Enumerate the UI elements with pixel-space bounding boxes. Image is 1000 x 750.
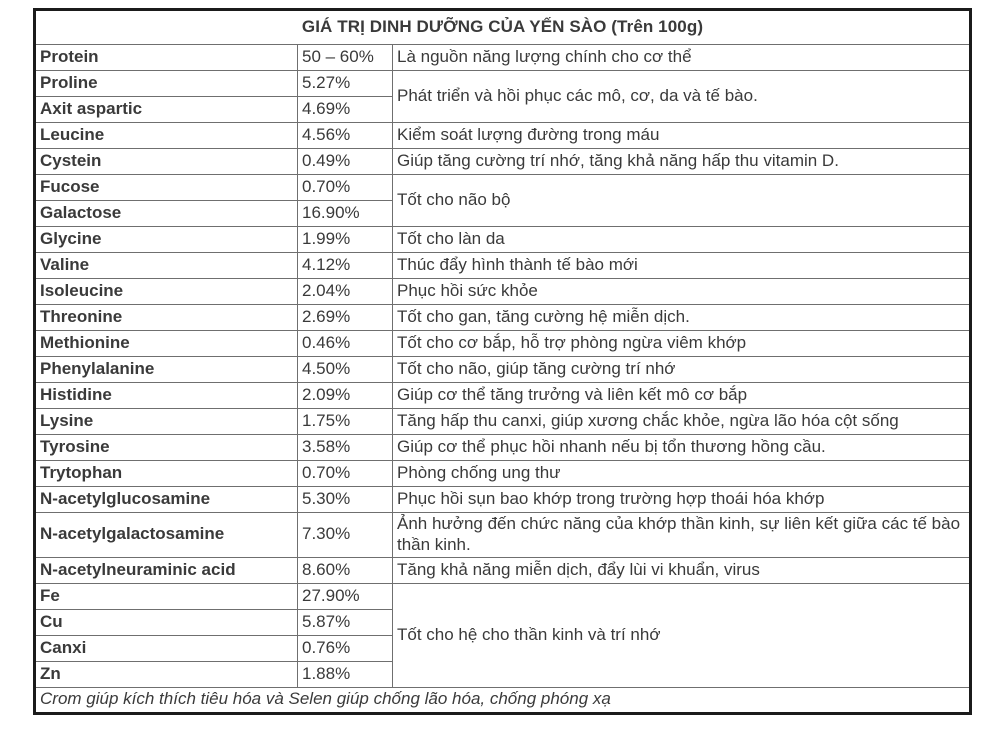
nutrient-desc: Tăng hấp thu canxi, giúp xương chắc khỏe, ngừa lão hóa cột sống [393, 409, 971, 435]
table-row [35, 123, 971, 149]
table-row [35, 305, 971, 331]
nutrient-name: N-acetylneuraminic acid [35, 558, 298, 584]
nutrient-name: Zn [35, 662, 298, 688]
table-row [35, 227, 971, 253]
nutrient-name: Cystein [35, 149, 298, 175]
nutrient-name: Threonine [35, 305, 298, 331]
table-row [35, 175, 971, 201]
nutrient-name: Fe [35, 584, 298, 610]
nutrient-name: Canxi [35, 636, 298, 662]
nutrient-name: Glycine [35, 227, 298, 253]
nutrient-name: Valine [35, 253, 298, 279]
nutrient-value: 0.76% [298, 636, 393, 662]
nutrient-value: 0.49% [298, 149, 393, 175]
nutrient-desc: Giúp tăng cường trí nhớ, tăng khả năng hấp thu vitamin D. [393, 149, 971, 175]
nutrient-desc: Phát triển và hồi phục các mô, cơ, da và tế bào. [393, 71, 971, 123]
nutrient-value: 4.50% [298, 357, 393, 383]
nutrient-value: 2.04% [298, 279, 393, 305]
nutrient-value: 0.70% [298, 175, 393, 201]
nutrient-value: 2.69% [298, 305, 393, 331]
nutrient-value: 4.12% [298, 253, 393, 279]
nutrient-desc: Giúp cơ thể tăng trưởng và liên kết mô cơ bắp [393, 383, 971, 409]
nutrient-name: Tyrosine [35, 435, 298, 461]
table-row [35, 149, 971, 175]
nutrient-value: 7.30% [298, 513, 393, 558]
nutrient-value: 1.88% [298, 662, 393, 688]
nutrient-value: 3.58% [298, 435, 393, 461]
nutrient-desc: Phòng chống ung thư [393, 461, 971, 487]
nutrient-name: Proline [35, 71, 298, 97]
table-row [35, 71, 971, 97]
nutrient-name: Methionine [35, 331, 298, 357]
nutrition-table [33, 8, 972, 715]
nutrient-name: Protein [35, 45, 298, 71]
table-row [35, 487, 971, 513]
nutrient-value: 0.46% [298, 331, 393, 357]
nutrient-name: N-acetylgalactosamine [35, 513, 298, 558]
table-row [35, 435, 971, 461]
nutrient-name: Cu [35, 610, 298, 636]
nutrient-value: 4.69% [298, 97, 393, 123]
nutrient-value: 5.30% [298, 487, 393, 513]
table-title-row [35, 10, 971, 45]
nutrient-name: Axit aspartic [35, 97, 298, 123]
nutrient-value: 50 – 60% [298, 45, 393, 71]
nutrient-value: 8.60% [298, 558, 393, 584]
nutrient-desc: Ảnh hưởng đến chức năng của khớp thần kinh, sự liên kết giữa các tế bào thần kinh. [393, 513, 971, 558]
table-footer-row [35, 688, 971, 714]
nutrient-value: 5.87% [298, 610, 393, 636]
table-row [35, 409, 971, 435]
table-row [35, 584, 971, 610]
nutrient-value: 4.56% [298, 123, 393, 149]
nutrient-name: Phenylalanine [35, 357, 298, 383]
table-title: GIÁ TRỊ DINH DƯỠNG CỦA YẾN SÀO (Trên 100g) [35, 10, 971, 45]
nutrient-desc: Phục hồi sức khỏe [393, 279, 971, 305]
nutrient-desc: Là nguồn năng lượng chính cho cơ thể [393, 45, 971, 71]
table-row [35, 513, 971, 558]
nutrient-desc: Giúp cơ thể phục hồi nhanh nếu bị tổn thương hồng cầu. [393, 435, 971, 461]
nutrient-desc: Kiểm soát lượng đường trong máu [393, 123, 971, 149]
nutrient-desc: Tăng khả năng miễn dịch, đẩy lùi vi khuẩn, virus [393, 558, 971, 584]
nutrient-name: N-acetylglucosamine [35, 487, 298, 513]
nutrient-name: Fucose [35, 175, 298, 201]
nutrient-desc: Phục hồi sụn bao khớp trong trường hợp thoái hóa khớp [393, 487, 971, 513]
nutrient-desc: Tốt cho não, giúp tăng cường trí nhớ [393, 357, 971, 383]
nutrient-name: Leucine [35, 123, 298, 149]
table-row [35, 279, 971, 305]
nutrient-desc: Tốt cho não bộ [393, 175, 971, 227]
nutrient-value: 5.27% [298, 71, 393, 97]
table-row [35, 253, 971, 279]
table-row [35, 357, 971, 383]
table-row [35, 558, 971, 584]
table-row [35, 331, 971, 357]
nutrient-name: Galactose [35, 201, 298, 227]
nutrient-value: 16.90% [298, 201, 393, 227]
nutrient-value: 2.09% [298, 383, 393, 409]
nutrient-desc: Tốt cho làn da [393, 227, 971, 253]
nutrient-value: 1.75% [298, 409, 393, 435]
nutrient-desc: Tốt cho hệ cho thần kinh và trí nhớ [393, 584, 971, 688]
nutrient-name: Lysine [35, 409, 298, 435]
nutrient-desc: Tốt cho gan, tăng cường hệ miễn dịch. [393, 305, 971, 331]
nutrient-desc: Thúc đẩy hình thành tế bào mới [393, 253, 971, 279]
table-footer-note: Crom giúp kích thích tiêu hóa và Selen giúp chống lão hóa, chống phóng xạ [35, 688, 971, 714]
table-row [35, 383, 971, 409]
nutrient-value: 27.90% [298, 584, 393, 610]
table-row [35, 461, 971, 487]
nutrient-name: Trytophan [35, 461, 298, 487]
nutrient-value: 0.70% [298, 461, 393, 487]
table-row [35, 45, 971, 71]
nutrient-name: Isoleucine [35, 279, 298, 305]
nutrient-value: 1.99% [298, 227, 393, 253]
nutrient-name: Histidine [35, 383, 298, 409]
nutrient-desc: Tốt cho cơ bắp, hỗ trợ phòng ngừa viêm khớp [393, 331, 971, 357]
